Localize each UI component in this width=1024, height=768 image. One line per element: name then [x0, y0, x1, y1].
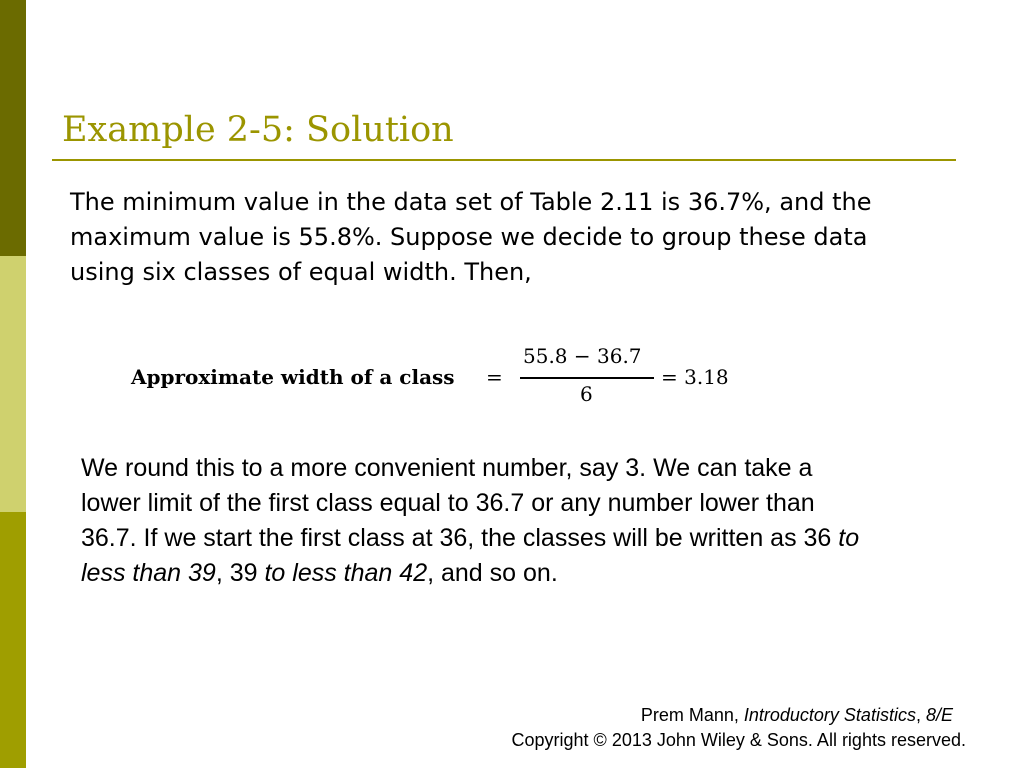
formula-denominator: 6	[580, 382, 593, 406]
body-italic-text: to less than 42	[264, 559, 428, 587]
formula-equals: =	[486, 365, 503, 389]
slide-title: Example 2-5: Solution	[62, 110, 454, 150]
body-line	[81, 521, 981, 556]
intro-line: using six classes of equal width. Then,	[70, 258, 532, 286]
formula-numerator: 55.8 − 36.7	[523, 344, 642, 368]
body-line: lower limit of the first class equal to 36.7 or any number lower than	[81, 489, 815, 517]
body-text: , 39	[215, 559, 265, 587]
title-underline	[52, 159, 956, 161]
formula-label: Approximate width of a class	[131, 365, 455, 389]
side-bar-middle	[0, 256, 26, 512]
footer-book-title: Introductory Statistics	[743, 705, 916, 725]
body-line: We round this to a more convenient number, say 3. We can take a	[81, 454, 813, 482]
footer-separator: ,	[915, 705, 926, 725]
side-bar-bottom	[0, 512, 26, 768]
body-italic-text: less than 39	[81, 559, 216, 587]
body-italic-text: to	[838, 524, 860, 552]
footer-citation	[641, 703, 953, 727]
body-line	[81, 556, 981, 591]
footer-author: Prem Mann,	[640, 705, 744, 725]
intro-line: maximum value is 55.8%. Suppose we decide to group these data	[70, 223, 868, 251]
body-text: 36.7. If we start the first class at 36, the classes will be written as 36	[81, 524, 839, 552]
footer-edition: 8/E	[925, 705, 953, 725]
footer-copyright: Copyright © 2013 John Wiley & Sons. All rights reserved.	[511, 730, 966, 750]
body-text: , and so on.	[427, 559, 558, 587]
intro-paragraph	[70, 185, 970, 290]
formula-result: = 3.18	[661, 365, 729, 389]
side-bar-top	[0, 0, 26, 256]
fraction-bar	[520, 377, 654, 379]
explanation-paragraph	[81, 451, 981, 591]
intro-line: The minimum value in the data set of Table 2.11 is 36.7%, and the	[70, 188, 872, 216]
